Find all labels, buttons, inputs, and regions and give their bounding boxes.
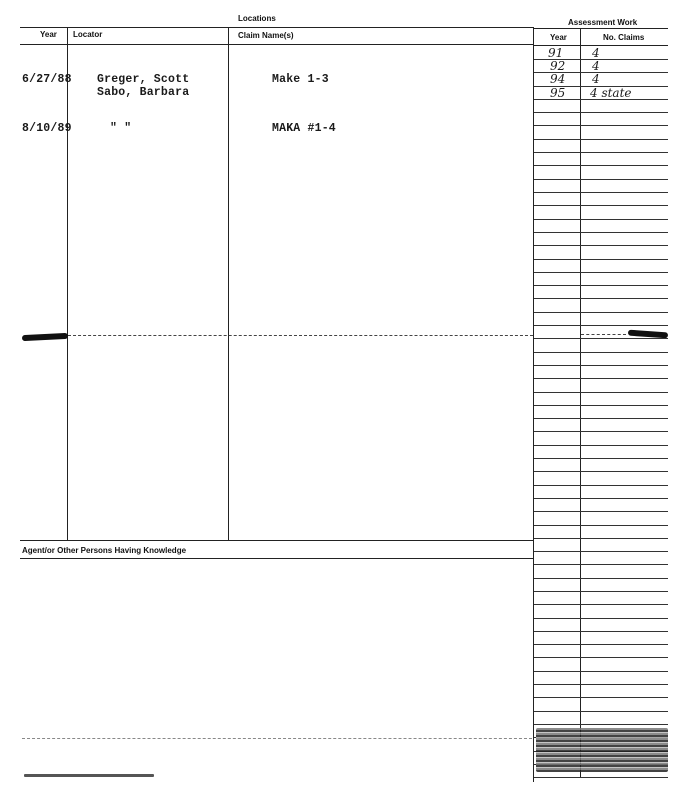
left-ink-mark xyxy=(22,333,68,341)
aw-row-1-year: 91 xyxy=(548,46,564,60)
assessment-rule-line xyxy=(534,591,668,592)
assessment-rule-line xyxy=(534,179,668,180)
assessment-rule-line xyxy=(534,471,668,472)
aw-row-1-claims: 4 xyxy=(592,46,600,60)
bottom-left-scan-noise xyxy=(24,774,154,777)
assessment-rule-line xyxy=(534,631,668,632)
aw-row-4-year: 95 xyxy=(550,86,566,100)
top-rule-right xyxy=(534,28,668,29)
aw-row-2-claims: 4 xyxy=(592,59,600,73)
assessment-rule-line xyxy=(534,192,668,193)
assessment-rule-line xyxy=(534,298,668,299)
assessment-rule-line xyxy=(534,245,668,246)
assessment-rule-line xyxy=(534,498,668,499)
assessment-rule-line xyxy=(534,219,668,220)
entry-2-year: 8/10/89 xyxy=(22,122,72,135)
assessment-rule-line xyxy=(534,125,668,126)
assessment-rule-line xyxy=(534,285,668,286)
locator-column-header: Locator xyxy=(73,30,103,39)
assessment-rule-line xyxy=(534,671,668,672)
assessment-rule-line xyxy=(534,205,668,206)
bottom-right-scan-noise xyxy=(536,728,668,772)
locator-claims-divider xyxy=(228,27,229,540)
assessment-rule-line xyxy=(534,352,668,353)
entry-1-claim: Make 1-3 xyxy=(272,73,329,86)
entry-2-locator: " " xyxy=(110,122,132,135)
claim-names-column-header: Claim Name(s) xyxy=(238,31,294,40)
assessment-rule-line xyxy=(534,418,668,419)
locations-header: Locations xyxy=(238,14,276,23)
year-column-header: Year xyxy=(40,30,57,39)
top-rule xyxy=(20,27,534,28)
assessment-rule-line xyxy=(534,777,668,778)
assessment-rule-line xyxy=(534,139,668,140)
assessment-rule-line xyxy=(534,564,668,565)
aw-no-claims-column-header: No. Claims xyxy=(603,33,645,42)
assessment-rule-line xyxy=(534,697,668,698)
assessment-rule-line xyxy=(534,618,668,619)
mid-dashed-line-right xyxy=(581,334,626,335)
assessment-rule-line xyxy=(534,312,668,313)
entry-1-locator-line1: Greger, Scott xyxy=(97,73,190,86)
assessment-rule-line xyxy=(534,259,668,260)
agent-header: Agent/or Other Persons Having Knowledge xyxy=(22,546,187,555)
assessment-rule-line xyxy=(534,112,668,113)
aw-row-4-claims: 4 state xyxy=(590,86,632,100)
locations-bottom-rule xyxy=(20,540,534,541)
assessment-rule-line xyxy=(534,724,668,725)
entry-1-locator-line2: Sabo, Barbara xyxy=(97,86,190,99)
entry-2-claim: MAKA #1-4 xyxy=(272,122,336,135)
year-locator-divider xyxy=(67,27,68,540)
aw-row-2-year: 92 xyxy=(550,59,566,73)
assessment-rule-line xyxy=(534,578,668,579)
assessment-rule-line xyxy=(534,604,668,605)
header-bottom-rule xyxy=(20,44,534,45)
assessment-rule-line xyxy=(534,551,668,552)
assessment-rule-line xyxy=(534,711,668,712)
assessment-rule-line xyxy=(534,538,668,539)
assessment-rule-line xyxy=(534,431,668,432)
bottom-faint-line xyxy=(22,738,532,739)
assessment-rule-line xyxy=(534,458,668,459)
agent-header-rule xyxy=(20,558,534,559)
assessment-rule-line xyxy=(534,485,668,486)
assessment-rule-line xyxy=(534,232,668,233)
assessment-rule-line xyxy=(534,365,668,366)
assessment-rule-line xyxy=(534,272,668,273)
assessment-rule-line xyxy=(534,378,668,379)
aw-row-3-year: 94 xyxy=(550,72,566,86)
mid-dashed-line xyxy=(68,335,533,336)
assessment-work-header: Assessment Work xyxy=(568,18,638,27)
assessment-rule-line xyxy=(534,644,668,645)
aw-year-column-header: Year xyxy=(550,33,567,42)
aw-year-claims-divider xyxy=(580,28,581,778)
assessment-rule-line xyxy=(534,338,668,339)
assessment-rule-line xyxy=(534,165,668,166)
aw-row-3-claims: 4 xyxy=(592,72,600,86)
assessment-rule-line xyxy=(534,152,668,153)
assessment-rule-line xyxy=(534,325,668,326)
assessment-rule-line xyxy=(534,445,668,446)
assessment-rule-line xyxy=(534,392,668,393)
assessment-rule-line xyxy=(534,525,668,526)
entry-1-year: 6/27/88 xyxy=(22,73,72,86)
assessment-rule-line xyxy=(534,511,668,512)
assessment-rule-line xyxy=(534,684,668,685)
assessment-rule-line xyxy=(534,657,668,658)
assessment-rule-line xyxy=(534,405,668,406)
